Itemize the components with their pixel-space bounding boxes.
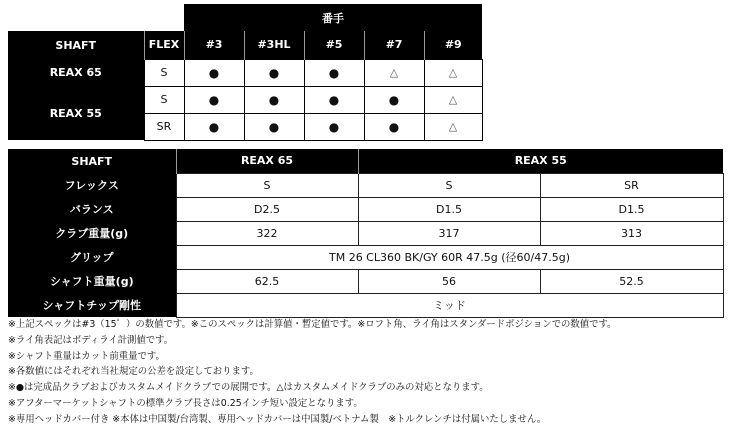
availability-mark: ● xyxy=(304,59,364,86)
club-9-header: #9 xyxy=(424,31,482,59)
shaft-header: SHAFT xyxy=(8,149,176,173)
club-weight-label: クラブ重量(g) xyxy=(8,221,176,245)
table-row xyxy=(8,173,723,197)
spec-cell: 313 xyxy=(540,221,723,245)
availability-mark: △ xyxy=(424,59,482,86)
availability-mark: ● xyxy=(304,86,364,113)
availability-mark: ● xyxy=(244,86,304,113)
table-row xyxy=(8,221,723,245)
flex-value: S xyxy=(144,59,184,86)
reax65-header: REAX 65 xyxy=(176,149,358,173)
grip-value: TM 26 CL360 BK/GY 60R 47.5g (径60/47.5g) xyxy=(176,245,723,269)
club-5-header: #5 xyxy=(304,31,364,59)
table-row xyxy=(8,86,482,113)
spec-cell: D1.5 xyxy=(540,197,723,221)
balance-label: バランス xyxy=(8,197,176,221)
table-row xyxy=(8,59,482,86)
grip-label: グリップ xyxy=(8,245,176,269)
table-row xyxy=(8,269,723,293)
spec-cell: 317 xyxy=(358,221,540,245)
spec-notes xyxy=(8,317,726,428)
spec-cell: 62.5 xyxy=(176,269,358,293)
table-row xyxy=(8,197,723,221)
table-row xyxy=(8,293,723,317)
note-line: ※上記スペックは#3（15゜）の数値です。※このスペックは計算値・暫定値です。※ロフト角、ライ角はスタンダードポジションでの数値です。 xyxy=(8,319,617,330)
spec-cell: SR xyxy=(540,173,723,197)
note-line: ※各数値にはそれぞれ当社規定の公差を設定しております。 xyxy=(8,366,259,378)
spec-table xyxy=(8,149,724,318)
note-line: ※アフターマーケットシャフトの標準クラブ長さは0.25インチ短い設定となります。 xyxy=(8,397,363,409)
club-3hl-header: #3HL xyxy=(244,31,304,59)
flex-header: FLEX xyxy=(144,31,184,59)
spec-cell: D1.5 xyxy=(358,197,540,221)
availability-mark: △ xyxy=(424,86,482,113)
note-line: ※シャフト重量はカット前重量です。 xyxy=(8,350,165,362)
availability-mark: ● xyxy=(244,59,304,86)
flex-label: フレックス xyxy=(8,173,176,197)
shaft-name: REAX 65 xyxy=(8,59,144,86)
note-line: ※●は完成品クラブおよびカスタムメイドクラブでの展開です。△はカスタムメイドクラブのみの対応となります。 xyxy=(8,382,489,394)
flex-value: S xyxy=(144,86,184,113)
availability-mark: ● xyxy=(184,113,244,140)
availability-mark: △ xyxy=(364,59,424,86)
club-number-header: 番手 xyxy=(184,4,482,31)
club-7-header: #7 xyxy=(364,31,424,59)
note-line: ※専用ヘッドカバー付き ※本体は中国製/台湾製、専用ヘッドカバーは中国製/ベトナム製 ※トルクレンチは付属いたしません。 xyxy=(8,413,547,425)
shaft-tip-value: ミッド xyxy=(176,293,723,317)
shaft-header: SHAFT xyxy=(8,31,144,59)
table-row xyxy=(8,245,723,269)
spec-cell: 56 xyxy=(358,269,540,293)
club-3-header: #3 xyxy=(184,31,244,59)
shaft-tip-label: シャフトチップ剛性 xyxy=(8,293,176,317)
shaft-weight-label: シャフト重量(g) xyxy=(8,269,176,293)
availability-mark: ● xyxy=(184,86,244,113)
availability-mark: ● xyxy=(364,113,424,140)
spec-cell: S xyxy=(358,173,540,197)
availability-mark: ● xyxy=(364,86,424,113)
availability-mark: △ xyxy=(424,113,482,140)
availability-mark: ● xyxy=(244,113,304,140)
spec-cell: D2.5 xyxy=(176,197,358,221)
note-line: ※ライ角表記はボディライ計測値です。 xyxy=(8,334,174,346)
availability-table xyxy=(8,4,483,141)
reax55-header: REAX 55 xyxy=(358,149,723,173)
flex-value: SR xyxy=(144,113,184,140)
availability-mark: ● xyxy=(304,113,364,140)
shaft-name: REAX 55 xyxy=(8,86,144,140)
spec-cell: S xyxy=(176,173,358,197)
spec-cell: 322 xyxy=(176,221,358,245)
blank-corner xyxy=(8,4,184,31)
spec-cell: 52.5 xyxy=(540,269,723,293)
availability-mark: ● xyxy=(184,59,244,86)
